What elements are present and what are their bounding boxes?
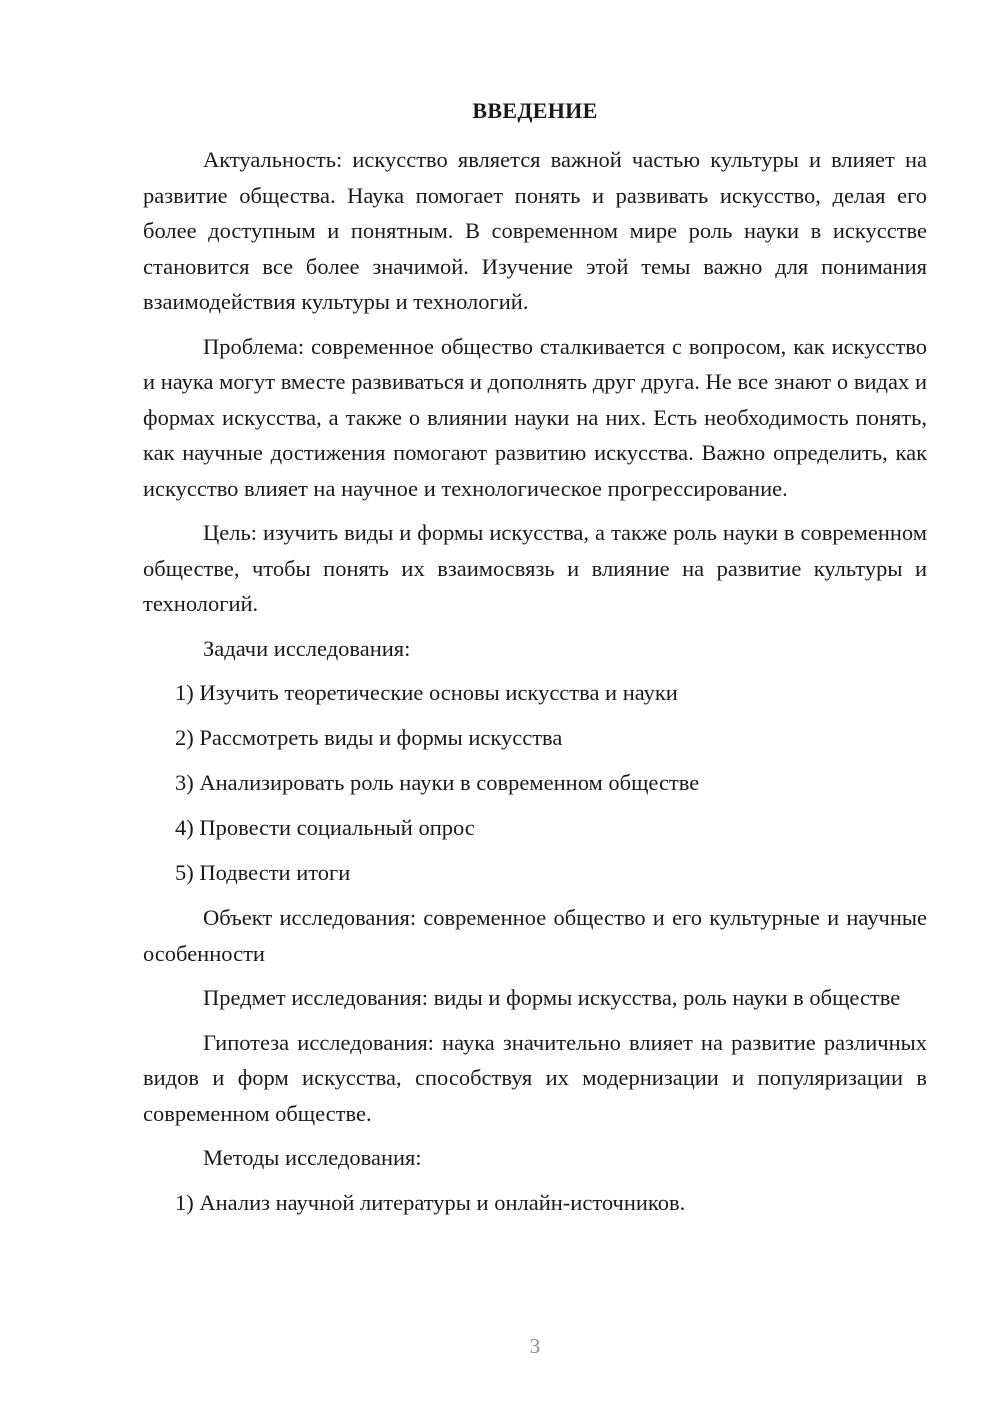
document-body	[143, 142, 927, 1230]
methods-list	[143, 1185, 927, 1221]
goal-paragraph: Цель: изучить виды и формы искусства, а также роль науки в современном обществе, чтобы понять их взаимосвязь и влияние на развитие культуры и технологий.	[143, 520, 927, 616]
list-item: 3) Анализировать роль науки в современном обществе	[175, 770, 700, 795]
methods-heading: Методы исследования:	[203, 1145, 422, 1170]
list-item: 5) Подвести итоги	[175, 860, 351, 885]
hypothesis-paragraph: Гипотеза исследования: наука значительно влияет на развитие различных видов и форм искусства, способствуя их модернизации и популяризации в современном обществе.	[143, 1029, 927, 1126]
page-title: ВВЕДЕНИЕ	[472, 98, 598, 123]
tasks-heading: Задачи исследования:	[203, 635, 411, 661]
tasks-list	[143, 675, 927, 891]
relevance-paragraph: Актуальность: искусство является важной частью культуры и влияет на развитие общества. Наука помогает понять и развивать искусство, делая его более доступным и понятным. В современном мире роль науки в искусстве становится все более значимой. Изучение этой темы важно для понимания взаимодействия культуры и технологий.	[143, 147, 927, 314]
list-item: 4) Провести социальный опрос	[175, 815, 475, 840]
list-item: 1) Анализ научной литературы и онлайн-источников.	[175, 1189, 686, 1215]
object-paragraph: Объект исследования: современное общество и его культурные и научные особенности	[143, 905, 927, 966]
list-item: 1) Изучить теоретические основы искусства и науки	[175, 680, 678, 705]
subject-paragraph: Предмет исследования: виды и формы искусства, роль науки в обществе	[203, 985, 901, 1010]
problem-paragraph: Проблема: современное общество сталкивается с вопросом, как искусство и наука могут вместе развиваться и дополнять друг друга. Не все знают о видах и формах искусства, а также о влиянии науки на них. Есть необходимость понять, как научные достижения помогают развитию искусства. Важно определить, как искусство влияет на научное и технологическое прогрессирование.	[143, 333, 927, 501]
list-item: 2) Рассмотреть виды и формы искусства	[175, 725, 563, 750]
page-number: 3	[529, 1334, 541, 1358]
